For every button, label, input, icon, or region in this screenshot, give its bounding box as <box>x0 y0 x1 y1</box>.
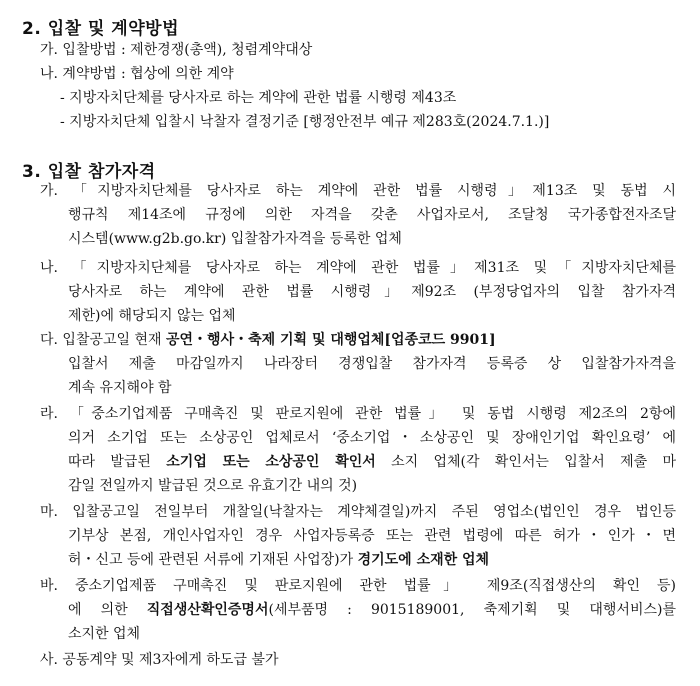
s3-ra-line-1: 라. 「중소기업제품 구매촉진 및 판로지원에 관한 법률」 및 동법 시행령 제2조의 2항에 <box>40 406 676 422</box>
s3-ba-line-1: 바. 중소기업제품 구매촉진 및 판로지원에 관한 법률」 제9조(직접생산의 확인 등) <box>40 578 676 594</box>
s3-ra-line-4: 감일 전일까지 발급된 것으로 유효기간 내의 것) <box>68 478 358 494</box>
s3-ba-certificate: 직접생산확인증명서 <box>146 602 269 618</box>
s3-ra-line-3 <box>68 452 676 472</box>
s3-ra-line-2: 의거 소기업 또는 소상공인 업체로서 ‘중소기업・소상공인 및 장애인기업 확인요령’ 에 <box>68 430 676 446</box>
s3-ma-location: 경기도에 소재한 업체 <box>357 552 490 568</box>
s2-law-1: - 지방자치단체를 당사자로 하는 계약에 관한 법률 시행령 제43조 <box>60 90 457 106</box>
s3-ga-line-2: 행규칙 제14조에 규정에 의한 자격을 갖춘 사업자로서, 조달청 국가종합전자조달 <box>68 207 676 223</box>
s2-item-na: 나. 계약방법 : 협상에 의한 계약 <box>40 66 234 82</box>
s3-na-line-3: 제한)에 해당되지 않는 업체 <box>68 308 236 324</box>
s3-ba-line-3: 소지한 업체 <box>68 626 141 642</box>
s3-ga-line-3: 시스템(www.g2b.go.kr) 입찰참가자격을 등록한 업체 <box>68 231 402 247</box>
s3-ba-suffix: (세부품명 : 9015189001, 축제기획 및 대행서비스)를 <box>268 602 676 618</box>
s3-ra-certificate: 소기업 또는 소상공인 확인서 <box>166 454 376 470</box>
s3-ba-prefix: 에 의한 <box>68 602 147 618</box>
s3-ga-line-1: 가. 「지방자치단체를 당사자로 하는 계약에 관한 법률 시행령」제13조 및 동법 시 <box>40 183 676 199</box>
s3-da-line-2: 입찰서 제출 마감일까지 나라장터 경쟁입찰 참가자격 등록증 상 입찰참가자격을 <box>68 356 676 372</box>
s3-ma-line-2: 기부상 본점, 개인사업자인 경우 사업자등록증 또는 관련 법령에 따른 허가・인가・면 <box>68 528 676 544</box>
section-2-heading: 2. 입찰 및 계약방법 <box>22 19 179 39</box>
s3-ra-prefix: 따라 발급된 <box>68 454 167 470</box>
s3-da-industry: 공연・행사・축제 기획 및 대행업체[업종코드 9901] <box>166 332 496 348</box>
s3-da-line-3: 계속 유지해야 함 <box>68 380 172 396</box>
s3-da-line-1 <box>40 330 496 350</box>
s3-na-line-2: 당사자로 하는 계약에 관한 법률 시행령」제92조 (부정당업자의 입찰 참가자격 <box>68 284 676 300</box>
s3-ma-prefix: 허・신고 등에 관련된 서류에 기재된 사업장)가 <box>68 552 358 568</box>
s2-item-ga: 가. 입찰방법 : 제한경쟁(총액), 청렴계약대상 <box>40 42 313 58</box>
s3-na-line-1: 나. 「지방자치단체를 당사자로 하는 계약에 관한 법률」제31조 및「지방자치단체를 <box>40 260 676 276</box>
s3-sa-line: 사. 공동계약 및 제3자에게 하도급 불가 <box>40 652 279 668</box>
s3-ra-suffix: 소지 업체(각 확인서는 입찰서 제출 마 <box>375 454 676 470</box>
s3-ma-line-1: 마. 입찰공고일 전일부터 개찰일(낙찰자는 계약체결일)까지 주된 영업소(법인인 경우 법인등 <box>40 504 676 520</box>
s3-ba-line-2 <box>68 600 676 620</box>
s3-ma-line-3 <box>68 550 489 570</box>
s2-law-2: - 지방자치단체 입찰시 낙찰자 결정기준 [행정안전부 예규 제283호(2024.7.1.)] <box>60 114 550 130</box>
s3-da-prefix: 다. 입찰공고일 현재 <box>40 332 166 348</box>
section-3-heading: 3. 입찰 참가자격 <box>22 162 156 182</box>
